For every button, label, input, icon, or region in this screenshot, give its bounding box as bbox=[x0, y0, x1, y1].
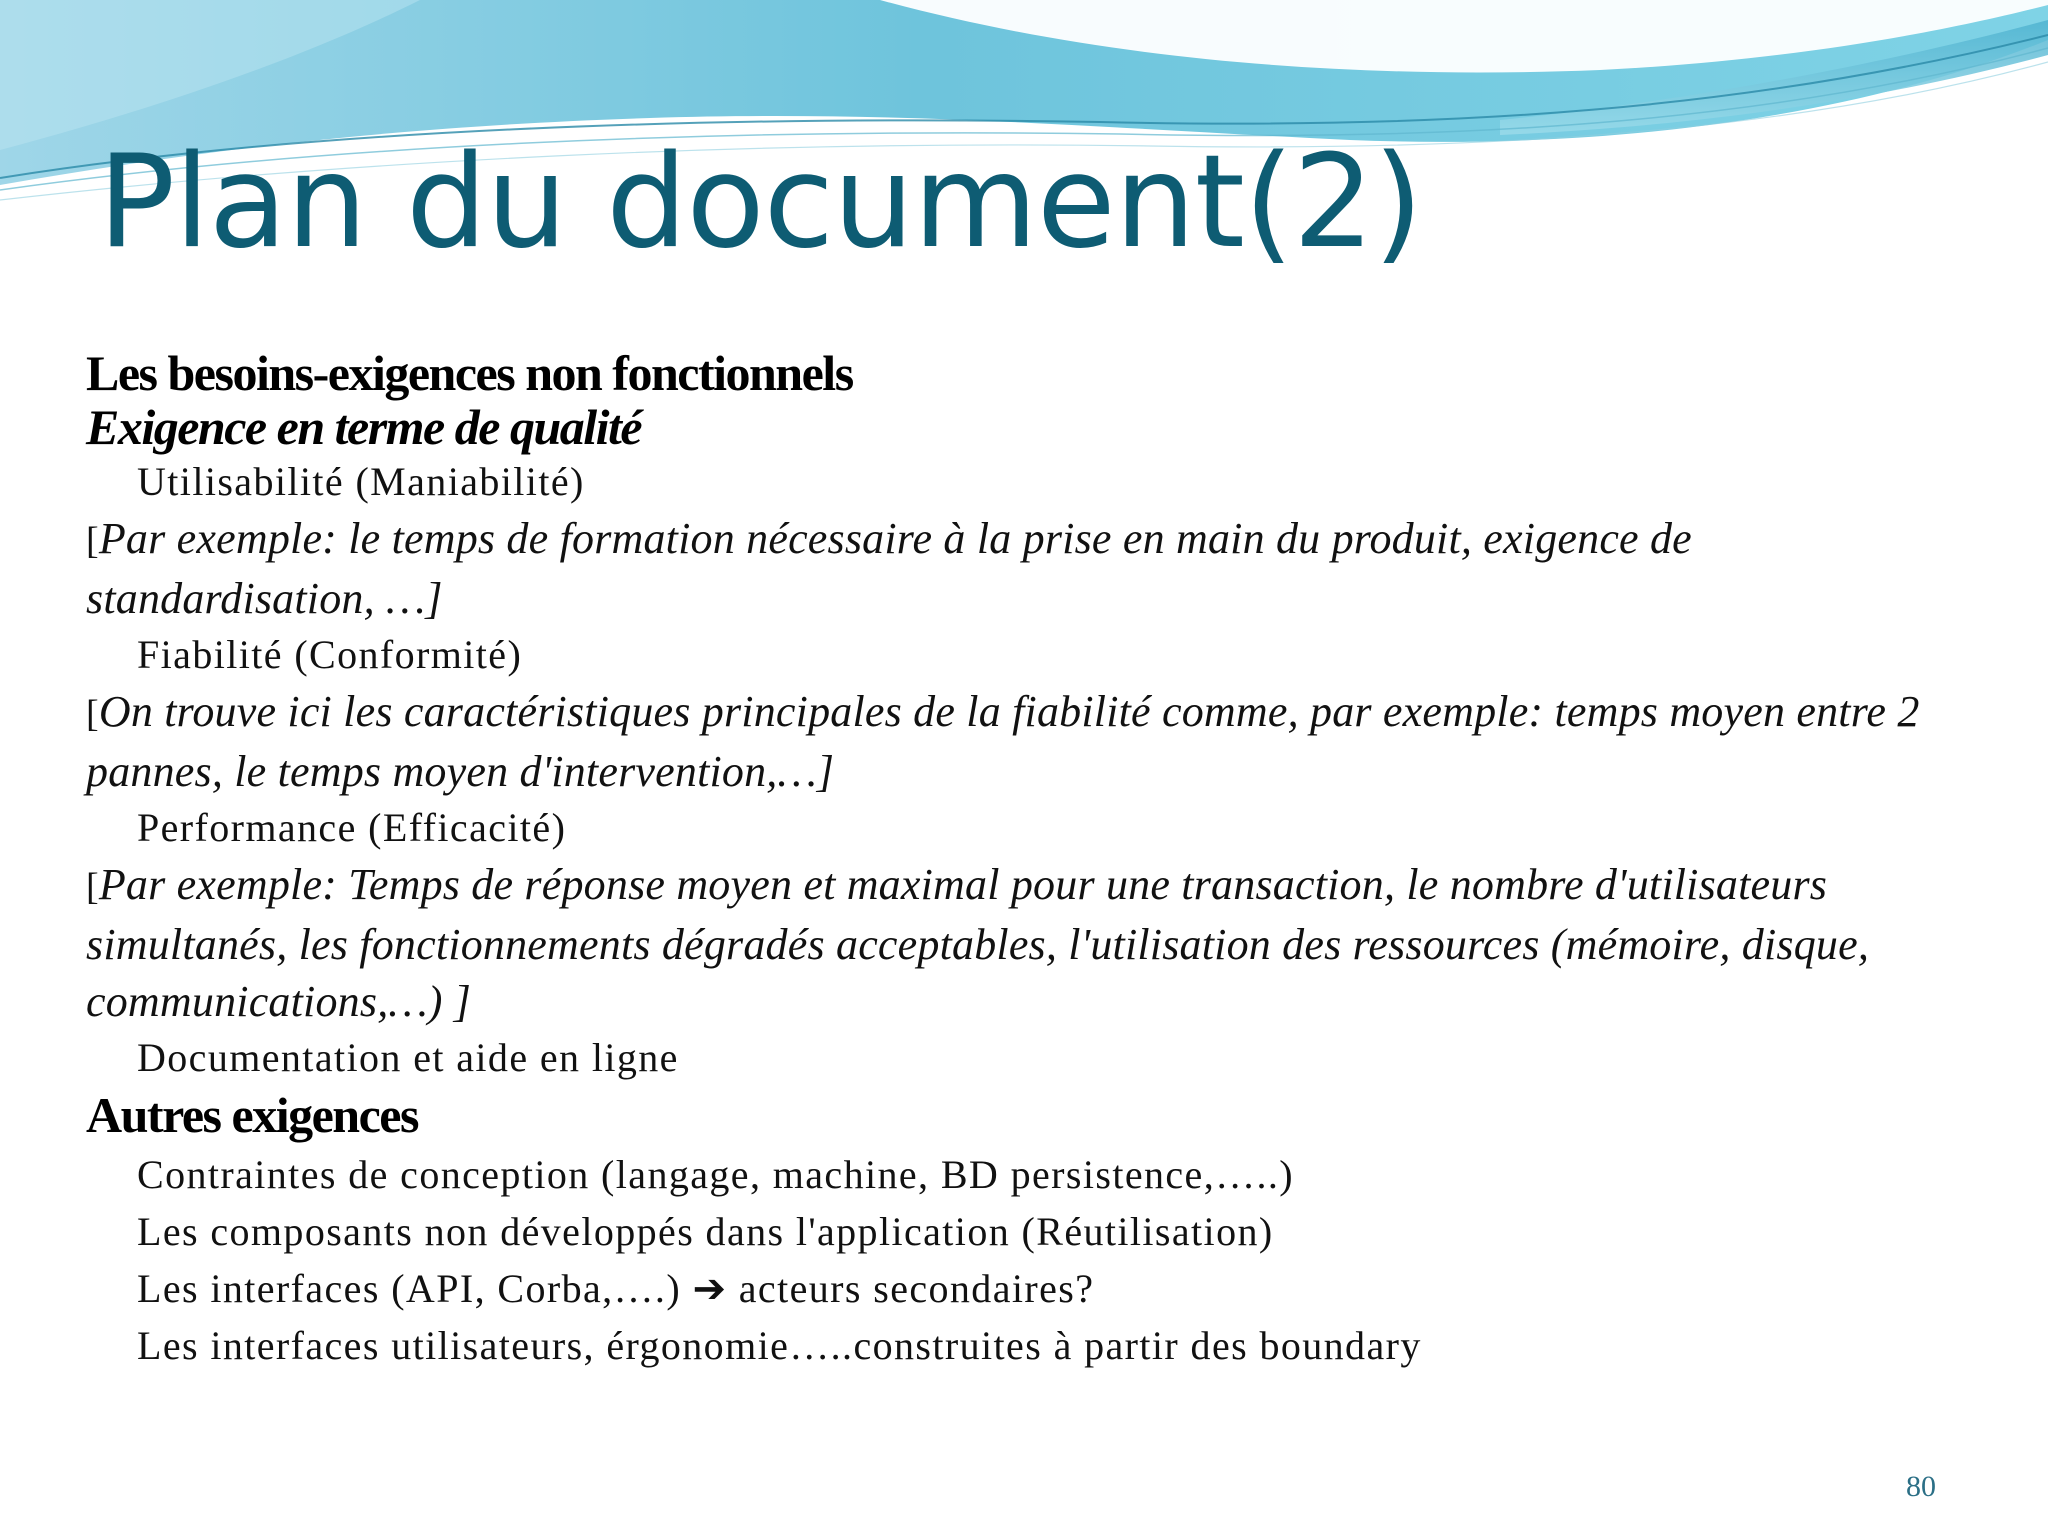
item-utilisabilite: Utilisabilité (Maniabilité) bbox=[137, 459, 585, 504]
heading-other-requirements: Autres exigences bbox=[86, 1087, 418, 1143]
item-fiabilite: Fiabilité (Conformité) bbox=[137, 632, 523, 677]
note-text: Par exemple: Temps de réponse moyen et maximal pour une transaction, le nombre d'utilisateurs simultanés, les fonctionnements dégradés acceptables, l'utilisation des ressources (mémoire, disque, communications,…) ] bbox=[86, 860, 1870, 1026]
note-utilisabilite bbox=[86, 510, 1986, 627]
item-interfaces-utilisateurs: Les interfaces utilisateurs, érgonomie…..construites à partir des boundary bbox=[137, 1323, 1422, 1368]
item-interfaces: Les interfaces (API, Corba,….) ➔ acteurs secondaires? bbox=[137, 1266, 1095, 1311]
note-fiabilite bbox=[86, 683, 1986, 800]
page-number: 80 bbox=[1906, 1470, 1936, 1503]
item-contraintes: Contraintes de conception (langage, machine, BD persistence,…..) bbox=[137, 1152, 1295, 1197]
item-composants: Les composants non développés dans l'application (Réutilisation) bbox=[137, 1209, 1274, 1254]
note-bracket: [ bbox=[86, 693, 99, 735]
item-performance: Performance (Efficacité) bbox=[137, 805, 567, 850]
note-text: Par exemple: le temps de formation nécessaire à la prise en main du produit, exigence de standardisation, …] bbox=[86, 514, 1692, 623]
note-bracket: [ bbox=[86, 866, 99, 908]
heading-quality: Exigence en terme de qualité bbox=[86, 399, 642, 455]
heading-non-functional: Les besoins-exigences non fonctionnels bbox=[86, 345, 853, 401]
slide-content bbox=[86, 346, 1986, 1374]
note-text: On trouve ici les caractéristiques principales de la fiabilité comme, par exemple: temps moyen entre 2 pannes, le temps moyen d'intervention,…] bbox=[86, 687, 1920, 796]
note-performance bbox=[86, 856, 1986, 1030]
note-bracket: [ bbox=[86, 520, 99, 562]
page-title: Plan du document(2) bbox=[98, 128, 1423, 277]
item-documentation: Documentation et aide en ligne bbox=[137, 1035, 679, 1080]
